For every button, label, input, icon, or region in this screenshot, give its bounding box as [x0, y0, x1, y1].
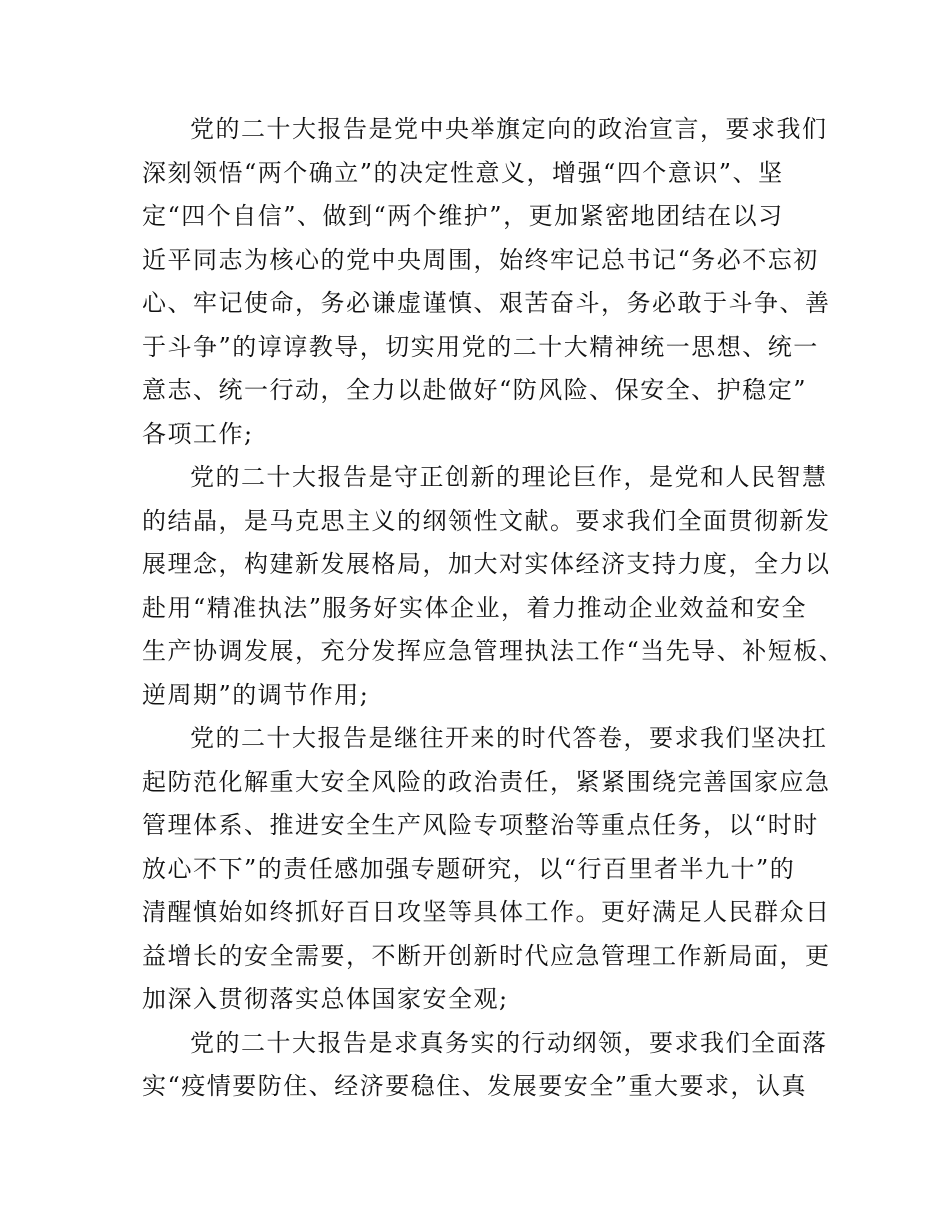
paragraph-3 — [142, 717, 831, 1022]
text-line: 意志、统一行动，全力以赴做好“防风险、保安全、护稳定” — [142, 376, 808, 404]
paragraph-1 — [142, 108, 831, 456]
text-line: 心、牢记使命，务必谦虚谨慎、艰苦奋斗，务必敢于斗争、善 — [142, 289, 831, 317]
text-line: 党的二十大报告是求真务实的行动纲领，要求我们全面落 — [190, 1028, 828, 1057]
text-line: 于斗争”的谆谆教导，切实用党的二十大精神统一思想、统一 — [142, 332, 819, 361]
text-line: 展理念，构建新发展格局，加大对实体经济支持力度，全力以 — [142, 550, 831, 578]
text-line: 定“四个自信”、做到“两个维护”，更加紧密地团结在以习 — [142, 202, 784, 230]
text-line: 清醒慎始如终抓好百日攻坚等具体工作。更好满足人民群众日 — [142, 898, 831, 926]
text-line: 实“疫情要防住、经济要稳住、发展要安全”重大要求，认真 — [142, 1072, 808, 1100]
text-line: 逆周期”的调节作用; — [142, 680, 370, 709]
text-line: 党的二十大报告是继往开来的时代答卷，要求我们坚决扛 — [190, 724, 828, 752]
text-line: 管理体系、推进安全生产风险专项整治等重点任务，以“时时 — [142, 811, 819, 839]
text-line: 赴用“精准执法”服务好实体企业，着力推动企业效益和安全 — [142, 593, 808, 622]
text-line: 近平同志为核心的党中央周围，始终牢记总书记“务必不忘初 — [142, 245, 819, 274]
text-line: 益增长的安全需要，不断开创新时代应急管理工作新局面，更 — [142, 941, 831, 970]
text-line: 放心不下”的责任感加强专题研究，以“行百里者半九十”的 — [142, 854, 796, 883]
text-line: 加深入贯彻落实总体国家安全观; — [142, 985, 509, 1013]
body-text — [142, 108, 845, 1109]
text-line: 党的二十大报告是守正创新的理论巨作，是党和人民智慧 — [190, 463, 828, 491]
text-line: 深刻领悟“两个确立”的决定性意义，增强“四个意识”、坚 — [142, 158, 784, 187]
text-line: 各项工作; — [142, 419, 254, 448]
paragraph-2 — [142, 456, 845, 717]
text-line: 生产协调发展，充分发挥应急管理执法工作“当先导、补短板、 — [142, 637, 845, 665]
text-line: 党的二十大报告是党中央举旗定向的政治宣言，要求我们 — [190, 115, 828, 143]
text-line: 的结晶，是马克思主义的纲领性文献。要求我们全面贯彻新发 — [142, 506, 831, 535]
paragraph-4 — [142, 1022, 828, 1109]
text-line: 起防范化解重大安全风险的政治责任，紧紧围绕完善国家应急 — [142, 767, 831, 796]
